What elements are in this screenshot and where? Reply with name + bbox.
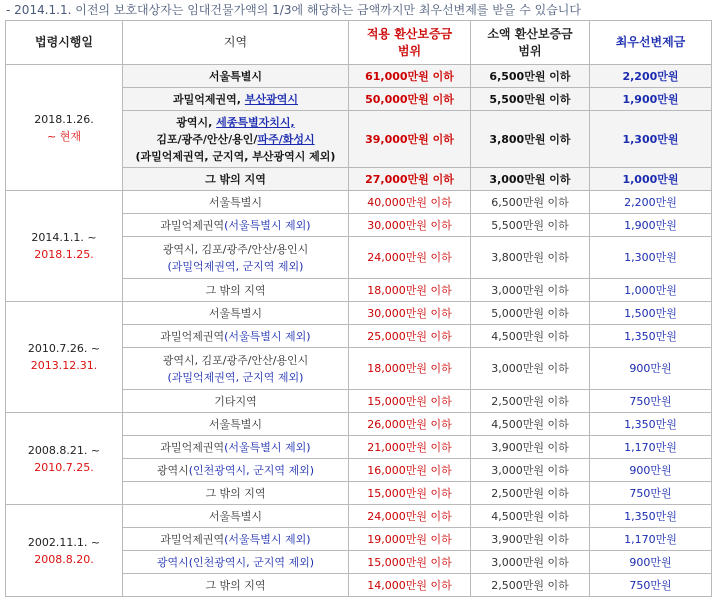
small-cell: 2,500만원 이하 — [471, 574, 590, 597]
notice-dash: - — [6, 3, 11, 17]
region-link[interactable]: 부산광역시 — [244, 93, 298, 106]
small-cell: 2,500만원 이하 — [471, 482, 590, 505]
priority-cell: 900만원 — [590, 551, 712, 574]
period-cell: 2008.8.21. ~ 2010.7.25. — [6, 413, 123, 505]
region-cell: 기타지역 — [123, 390, 349, 413]
small-cell: 5,500만원 이하 — [471, 88, 590, 111]
small-cell: 5,500만원 이하 — [471, 214, 590, 237]
header-apply: 적용 환산보증금 범위 — [349, 21, 471, 65]
small-cell: 6,500만원 이하 — [471, 65, 590, 88]
priority-cell: 1,300만원 — [590, 237, 712, 279]
small-cell: 3,000만원 이하 — [471, 168, 590, 191]
priority-cell: 1,900만원 — [590, 214, 712, 237]
notice-body: 2014.1.1. 이전의 보호대상자는 임대건물가액의 1/3에 해당하는 금액까지만 최우선변제를 받을 수 있습니다 — [14, 3, 581, 17]
region-cell: 광역시, 세종특별자치시, 김포/광주/안산/용인/파주/화성시 (과밀억제권역, 군지역, 부산광역시 제외) — [123, 111, 349, 168]
priority-cell: 1,170만원 — [590, 436, 712, 459]
region-cell: 그 밖의 지역 — [123, 482, 349, 505]
small-cell: 4,500만원 이하 — [471, 413, 590, 436]
priority-cell: 2,200만원 — [590, 65, 712, 88]
priority-cell: 900만원 — [590, 348, 712, 390]
apply-cell: 24,000만원 이하 — [349, 505, 471, 528]
small-cell: 3,900만원 이하 — [471, 528, 590, 551]
table-row — [6, 413, 712, 436]
apply-cell: 15,000만원 이하 — [349, 390, 471, 413]
apply-cell: 30,000만원 이하 — [349, 302, 471, 325]
region-cell: 광역시, 김포/광주/안산/용인시 (과밀억제권역, 군지역 제외) — [123, 348, 349, 390]
table-row — [6, 302, 712, 325]
small-cell: 6,500만원 이하 — [471, 191, 590, 214]
priority-cell: 1,300만원 — [590, 111, 712, 168]
header-region: 지역 — [123, 21, 349, 65]
apply-cell: 15,000만원 이하 — [349, 482, 471, 505]
small-cell: 3,800만원 이하 — [471, 237, 590, 279]
region-link[interactable]: 세종특별자치시, — [216, 115, 295, 129]
region-cell: 서울특별시 — [123, 302, 349, 325]
apply-cell: 18,000만원 이하 — [349, 348, 471, 390]
period-cell: 2018.1.26. ~ 현재 — [6, 65, 123, 191]
region-cell: 광역시, 김포/광주/안산/용인시 (과밀억제권역, 군지역 제외) — [123, 237, 349, 279]
region-cell: 광역시(인천광역시, 군지역 제외) — [123, 459, 349, 482]
notice-text — [0, 0, 716, 20]
region-cell: 과밀억제권역, 부산광역시 — [123, 88, 349, 111]
priority-cell: 900만원 — [590, 459, 712, 482]
region-cell: 그 밖의 지역 — [123, 574, 349, 597]
small-cell: 2,500만원 이하 — [471, 390, 590, 413]
deposit-table — [5, 20, 712, 597]
apply-cell: 15,000만원 이하 — [349, 551, 471, 574]
small-cell: 3,900만원 이하 — [471, 436, 590, 459]
header-small: 소액 환산보증금 범위 — [471, 21, 590, 65]
header-priority: 최우선변제금 — [590, 21, 712, 65]
priority-cell: 750만원 — [590, 390, 712, 413]
apply-cell: 39,000만원 이하 — [349, 111, 471, 168]
table-row — [6, 505, 712, 528]
apply-cell: 19,000만원 이하 — [349, 528, 471, 551]
apply-cell: 16,000만원 이하 — [349, 459, 471, 482]
region-cell: 과밀억제권역(서울특별시 제외) — [123, 528, 349, 551]
header-date: 법령시행일 — [6, 21, 123, 65]
table-row — [6, 191, 712, 214]
apply-cell: 24,000만원 이하 — [349, 237, 471, 279]
region-cell: 광역시(인천광역시, 군지역 제외) — [123, 551, 349, 574]
priority-cell: 1,350만원 — [590, 505, 712, 528]
apply-cell: 40,000만원 이하 — [349, 191, 471, 214]
period-cell: 2014.1.1. ~ 2018.1.25. — [6, 191, 123, 302]
small-cell: 5,000만원 이하 — [471, 302, 590, 325]
region-cell: 서울특별시 — [123, 191, 349, 214]
priority-cell: 1,350만원 — [590, 325, 712, 348]
region-cell: 그 밖의 지역 — [123, 168, 349, 191]
apply-cell: 27,000만원 이하 — [349, 168, 471, 191]
region-cell: 과밀억제권역(서울특별시 제외) — [123, 214, 349, 237]
apply-cell: 21,000만원 이하 — [349, 436, 471, 459]
period-cell: 2002.11.1. ~ 2008.8.20. — [6, 505, 123, 597]
small-cell: 3,000만원 이하 — [471, 279, 590, 302]
region-cell: 그 밖의 지역 — [123, 279, 349, 302]
priority-cell: 1,000만원 — [590, 279, 712, 302]
priority-cell: 1,500만원 — [590, 302, 712, 325]
apply-cell: 26,000만원 이하 — [349, 413, 471, 436]
apply-cell: 14,000만원 이하 — [349, 574, 471, 597]
priority-cell: 1,350만원 — [590, 413, 712, 436]
priority-cell: 750만원 — [590, 574, 712, 597]
region-cell: 서울특별시 — [123, 65, 349, 88]
priority-cell: 1,000만원 — [590, 168, 712, 191]
priority-cell: 1,900만원 — [590, 88, 712, 111]
region-cell: 서울특별시 — [123, 413, 349, 436]
region-cell: 서울특별시 — [123, 505, 349, 528]
small-cell: 3,000만원 이하 — [471, 348, 590, 390]
small-cell: 3,000만원 이하 — [471, 551, 590, 574]
apply-cell: 30,000만원 이하 — [349, 214, 471, 237]
header-row — [6, 21, 712, 65]
apply-cell: 18,000만원 이하 — [349, 279, 471, 302]
apply-cell: 50,000만원 이하 — [349, 88, 471, 111]
small-cell: 4,500만원 이하 — [471, 325, 590, 348]
priority-cell: 2,200만원 — [590, 191, 712, 214]
small-cell: 3,000만원 이하 — [471, 459, 590, 482]
priority-cell: 1,170만원 — [590, 528, 712, 551]
period-cell: 2010.7.26. ~ 2013.12.31. — [6, 302, 123, 413]
region-link[interactable]: 파주/화성시 — [257, 132, 315, 146]
small-cell: 3,800만원 이하 — [471, 111, 590, 168]
priority-cell: 750만원 — [590, 482, 712, 505]
region-cell: 과밀억제권역(서울특별시 제외) — [123, 325, 349, 348]
table-row — [6, 65, 712, 88]
apply-cell: 25,000만원 이하 — [349, 325, 471, 348]
region-cell: 과밀억제권역(서울특별시 제외) — [123, 436, 349, 459]
apply-cell: 61,000만원 이하 — [349, 65, 471, 88]
small-cell: 4,500만원 이하 — [471, 505, 590, 528]
